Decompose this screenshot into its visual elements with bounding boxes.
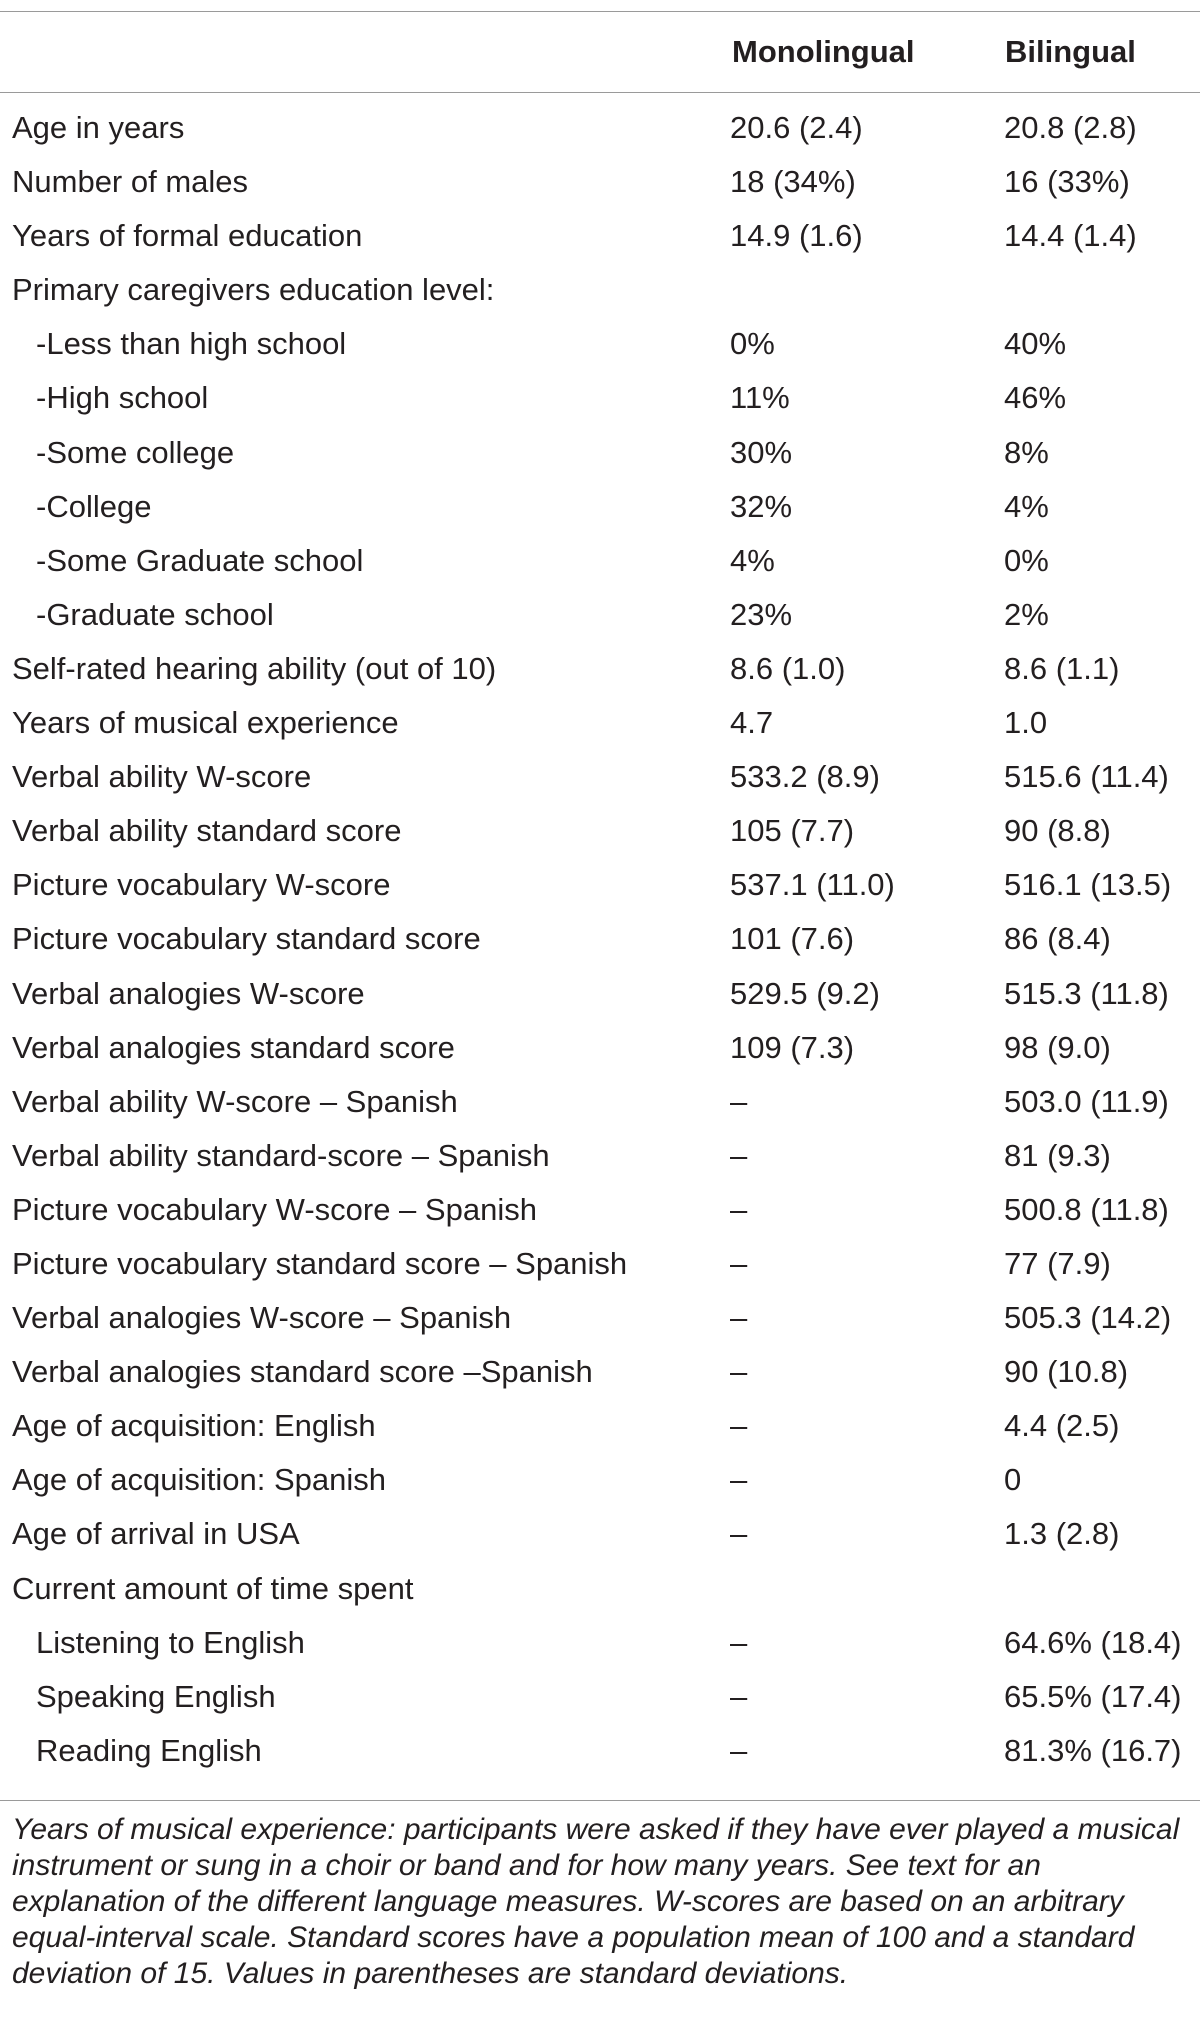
row-label: Verbal analogies W-score (12, 975, 365, 1011)
bilingual-value: 64.6% (18.4) (1004, 1624, 1182, 1660)
bilingual-value: 0 (1004, 1462, 1022, 1498)
table-row (0, 326, 1200, 380)
bilingual-value: 503.0 (11.9) (1004, 1083, 1169, 1119)
column-header-monolingual: Monolingual (732, 34, 915, 69)
row-label: Listening to English (36, 1624, 305, 1660)
monolingual-value: 32% (730, 488, 793, 524)
table-row (0, 1192, 1200, 1246)
table-row (0, 1408, 1200, 1462)
bilingual-value: 81.3% (16.7) (1004, 1732, 1182, 1768)
bilingual-value: 4% (1004, 488, 1049, 524)
monolingual-value: 23% (730, 596, 793, 632)
monolingual-value: 14.9 (1.6) (730, 218, 863, 254)
row-label: Years of musical experience (12, 705, 399, 741)
table-row (0, 597, 1200, 651)
row-label: Picture vocabulary standard score (12, 921, 481, 957)
table-row (0, 1300, 1200, 1354)
row-label: Verbal analogies standard score (12, 1029, 455, 1065)
row-label: Current amount of time spent (12, 1570, 414, 1606)
monolingual-value: – (730, 1191, 748, 1227)
table-header-rule (0, 92, 1200, 93)
table-row (0, 380, 1200, 434)
row-label: -Graduate school (36, 596, 274, 632)
bilingual-value: 81 (9.3) (1004, 1137, 1111, 1173)
bilingual-value: 77 (7.9) (1004, 1245, 1111, 1281)
table-row (0, 705, 1200, 759)
monolingual-value: – (730, 1516, 748, 1552)
row-label: -Some Graduate school (36, 542, 364, 578)
bilingual-value: 8% (1004, 434, 1049, 470)
monolingual-value: 0% (730, 326, 775, 362)
table-row (0, 1516, 1200, 1570)
monolingual-value: 30% (730, 434, 793, 470)
table-header (0, 12, 1200, 92)
monolingual-value: 11% (730, 380, 790, 416)
bilingual-value: 1.0 (1004, 705, 1048, 741)
monolingual-value: 101 (7.6) (730, 921, 855, 957)
monolingual-value: 8.6 (1.0) (730, 650, 846, 686)
bilingual-value: 65.5% (17.4) (1004, 1678, 1182, 1714)
row-label: -Less than high school (36, 326, 347, 362)
table-row (0, 1571, 1200, 1625)
bilingual-value: 2% (1004, 596, 1049, 632)
table-row (0, 759, 1200, 813)
table-row (0, 543, 1200, 597)
row-label: Picture vocabulary standard score – Spanish (12, 1245, 628, 1281)
row-label: Age of arrival in USA (12, 1516, 300, 1552)
monolingual-value: – (730, 1245, 748, 1281)
row-label: Number of males (12, 164, 249, 200)
table-row (0, 651, 1200, 705)
row-label: Picture vocabulary W-score (12, 867, 391, 903)
monolingual-value: 4.7 (730, 705, 774, 741)
bilingual-value: 90 (10.8) (1004, 1354, 1129, 1390)
table-row (0, 1625, 1200, 1679)
row-label: Verbal ability W-score (12, 759, 312, 795)
column-header-bilingual: Bilingual (1005, 34, 1136, 69)
bilingual-value: 515.6 (11.4) (1004, 759, 1169, 795)
row-label: -Some college (36, 434, 235, 470)
bilingual-value: 46% (1004, 380, 1067, 416)
row-label: Verbal analogies standard score –Spanish (12, 1354, 593, 1390)
table-row (0, 1679, 1200, 1733)
monolingual-value: 533.2 (8.9) (730, 759, 880, 795)
row-label: Age in years (12, 110, 185, 145)
table-row (0, 1030, 1200, 1084)
bilingual-value: 90 (8.8) (1004, 813, 1111, 849)
table-bottom-rule (0, 1800, 1200, 1801)
monolingual-value: 105 (7.7) (730, 813, 855, 849)
row-label: Years of formal education (12, 218, 363, 254)
table-row (0, 1462, 1200, 1516)
row-label: -College (36, 488, 152, 524)
table-row (0, 218, 1200, 272)
table-footnote: Years of musical experience: participants were asked if they have ever played a musical instrument or sung in a choir or band and for how many years. See text for an explanation of the different language measures. W-scores are based on an arbitrary equal-interval scale. Standard scores have a population mean of 100 and a standard deviation of 15. Values in parentheses are standard deviations. (12, 1813, 1180, 1990)
row-label: -High school (36, 380, 209, 416)
table-row (0, 867, 1200, 921)
bilingual-value: 86 (8.4) (1004, 921, 1111, 957)
table-row (0, 921, 1200, 975)
table-row (0, 1246, 1200, 1300)
table-row (0, 813, 1200, 867)
monolingual-value: 4% (730, 542, 775, 578)
bilingual-value: 0% (1004, 542, 1049, 578)
bilingual-value: 14.4 (1.4) (1004, 218, 1137, 254)
monolingual-value: – (730, 1408, 748, 1444)
table-row (0, 489, 1200, 543)
bilingual-value: 4.4 (2.5) (1004, 1408, 1120, 1444)
row-label: Verbal ability standard-score – Spanish (12, 1137, 550, 1173)
monolingual-value: 537.1 (11.0) (730, 867, 895, 903)
table-row (0, 976, 1200, 1030)
bilingual-value: 515.3 (11.8) (1004, 975, 1169, 1011)
table-body (0, 110, 1200, 1787)
row-label: Verbal ability W-score – Spanish (12, 1083, 458, 1119)
bilingual-value: 20.8 (2.8) (1004, 110, 1137, 145)
bilingual-value: 505.3 (14.2) (1004, 1300, 1172, 1336)
bilingual-value: 98 (9.0) (1004, 1029, 1111, 1065)
bilingual-value: 1.3 (2.8) (1004, 1516, 1120, 1552)
bilingual-value: 8.6 (1.1) (1004, 650, 1120, 686)
table-row (0, 110, 1200, 164)
monolingual-value: – (730, 1137, 748, 1173)
monolingual-value: 529.5 (9.2) (730, 975, 880, 1011)
monolingual-value: 20.6 (2.4) (730, 110, 863, 145)
bilingual-value: 16 (33%) (1004, 164, 1130, 200)
table-row (0, 272, 1200, 326)
bilingual-value: 40% (1004, 326, 1067, 362)
monolingual-value: – (730, 1083, 748, 1119)
monolingual-value: 18 (34%) (730, 164, 856, 200)
row-label: Age of acquisition: Spanish (12, 1462, 386, 1498)
table-row (0, 164, 1200, 218)
bilingual-value: 500.8 (11.8) (1004, 1191, 1169, 1227)
table-row (0, 435, 1200, 489)
table-row (0, 1084, 1200, 1138)
row-label: Age of acquisition: English (12, 1408, 376, 1444)
row-label: Verbal analogies W-score – Spanish (12, 1300, 512, 1336)
monolingual-value: 109 (7.3) (730, 1029, 855, 1065)
row-label: Reading English (36, 1732, 262, 1768)
table-row (0, 1354, 1200, 1408)
table-row (0, 1138, 1200, 1192)
monolingual-value: – (730, 1678, 748, 1714)
table-row (0, 1733, 1200, 1787)
row-label: Self-rated hearing ability (out of 10) (12, 650, 497, 686)
monolingual-value: – (730, 1354, 748, 1390)
monolingual-value: – (730, 1732, 748, 1768)
monolingual-value: – (730, 1300, 748, 1336)
row-label: Speaking English (36, 1678, 276, 1714)
monolingual-value: – (730, 1624, 748, 1660)
bilingual-value: 516.1 (13.5) (1004, 867, 1172, 903)
monolingual-value: – (730, 1462, 748, 1498)
row-label: Primary caregivers education level: (12, 272, 495, 308)
row-label: Picture vocabulary W-score – Spanish (12, 1191, 537, 1227)
row-label: Verbal ability standard score (12, 813, 402, 849)
